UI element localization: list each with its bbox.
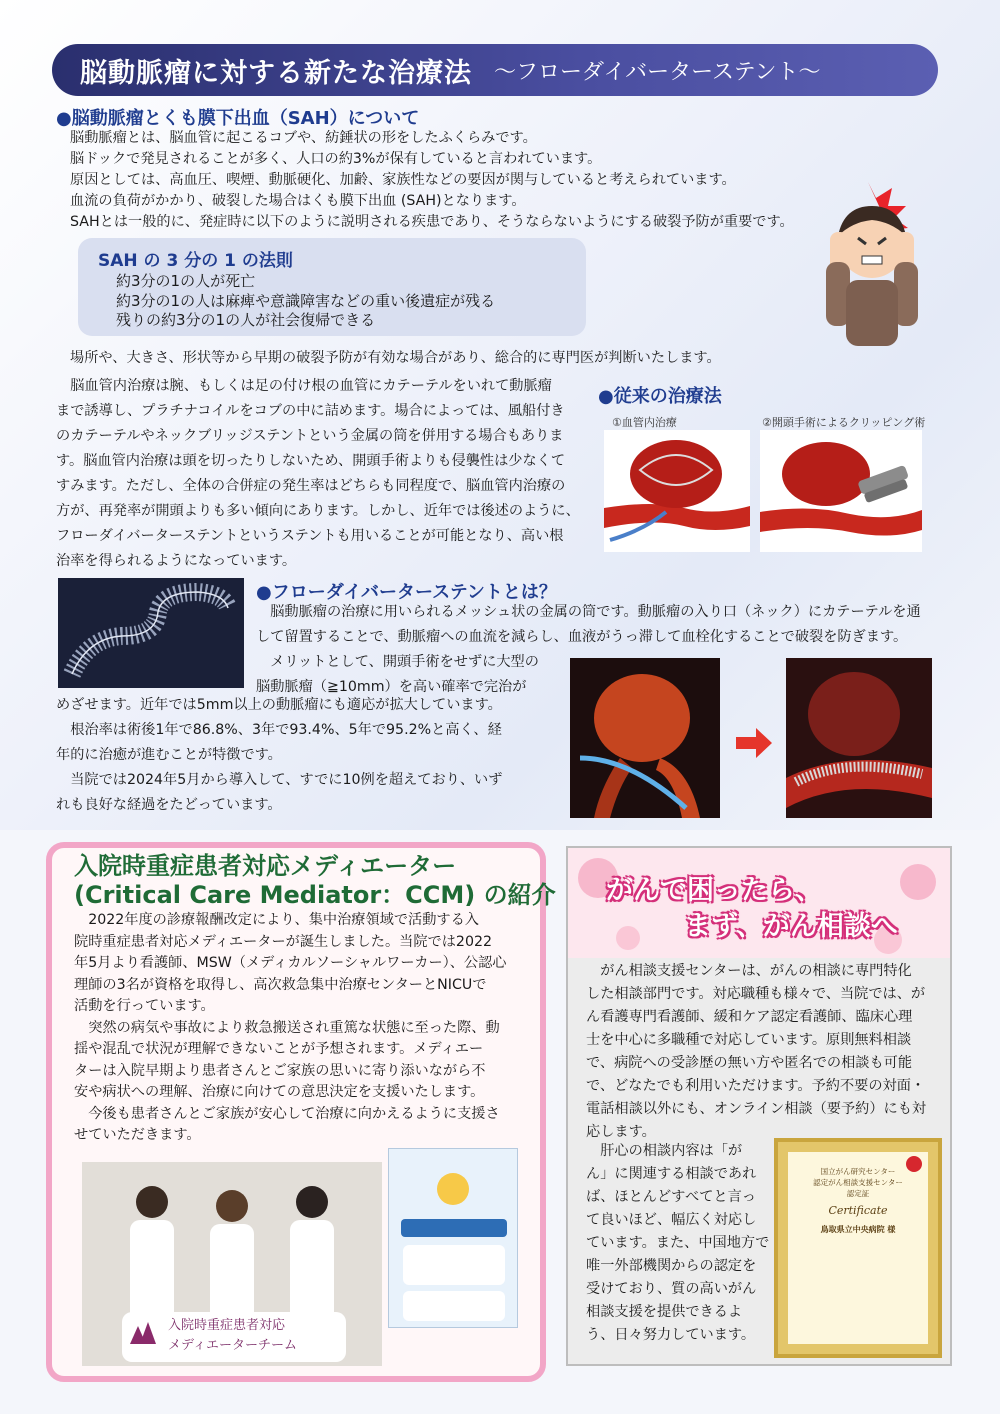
fd-text-top — [256, 600, 921, 650]
cancer-line: 応します。 — [586, 1124, 656, 1140]
title-banner — [52, 44, 938, 96]
fd-text-bottom — [56, 693, 502, 818]
aneurysm-before-image — [570, 658, 720, 818]
cancer-line: 受けており、質の高いがん — [586, 1281, 757, 1297]
endo-line: 方が、再発率が開頭よりも多い傾向にあります。しかし、近年では後述のように、 — [56, 503, 580, 519]
ccm-line: ターは入院早期より患者さんとご家族の思いに寄り添いながら不 — [74, 1062, 486, 1079]
cancer-line: 電話相談以外にも、オンライン相談（要予約）にも対 — [586, 1101, 927, 1117]
cancer-header — [568, 848, 950, 958]
ccm-title-line1: 入院時重症患者対応メディエーター — [74, 852, 457, 880]
page-subtitle: 〜フローダイバーターステント〜 — [494, 59, 821, 85]
cancer-line: ん看護専門看護師、緩和ケア認定看護師、臨床心理 — [586, 1009, 913, 1025]
rule-line: 約3分の1の人は麻痺や意識障害などの重い後遺症が残る — [116, 291, 496, 310]
endo-line: 治率を得られるようになっています。 — [56, 553, 297, 569]
intro-text — [70, 128, 794, 233]
cancer-consultation-section — [566, 846, 952, 1366]
ccm-line: せていただきます。 — [74, 1127, 201, 1143]
judgement-text: 場所や、大きさ、形状等から早期の破裂予防が有効な場合があり、総合的に専門医が判断いたします。 — [70, 350, 721, 366]
ccm-team-photo — [82, 1162, 382, 1366]
rule-title: SAH の 3 分の 1 の法則 — [98, 251, 293, 271]
ccm-title — [74, 852, 556, 910]
intro-line: 脳ドックで発見されることが多く、人口の約3%が保有していると言われています。 — [70, 151, 602, 167]
fd-line: れも良好な経過をたどっています。 — [56, 797, 282, 813]
intro-line: 血流の負荷がかかり、破裂した場合はくも膜下出血 (SAH)となります。 — [70, 193, 526, 209]
certificate-image — [774, 1138, 942, 1358]
cancer-line: がん相談支援センターは、がんの相談に専門特化 — [586, 963, 912, 979]
cancer-line: ば、ほとんどすべてと言っ — [586, 1189, 756, 1205]
cancer-line: ん」に関連する相談であれ — [586, 1166, 757, 1182]
endovascular-text — [56, 374, 580, 574]
intro-line: SAHとは一般的に、発症時に以下のように説明される疾患であり、そうならないようにする破裂予防が重要です。 — [70, 214, 794, 230]
fd-line: 脳動脈瘤（≧10mm）を高い確率で完治が — [256, 679, 527, 695]
cancer-line: ています。また、中国地方で — [586, 1235, 770, 1251]
cancer-line: て良いほど、幅広く対応し — [586, 1212, 757, 1228]
ccm-line: 理師の3名が資格を取得し、高次救急集中治療センターとNICUで — [74, 976, 487, 993]
cancer-line: 唯一外部機関からの認定を — [586, 1258, 757, 1274]
cancer-text-2 — [586, 1140, 769, 1347]
endo-line: す。脳血管内治療は頭を切ったりしないため、開頭手術よりも侵襲性は少なくて — [56, 453, 566, 469]
fd-heading: ●フローダイバーターステントとは？ — [256, 582, 557, 603]
endo-line: まで誘導し、プラチナコイルをコブの中に詰めます。場合によっては、風船付き — [56, 403, 565, 419]
cancer-text — [586, 960, 926, 1144]
endo-line: 脳血管内治療は腕、もしくは足の付け根の血管にカテーテルをいれて動脈瘤 — [56, 378, 552, 394]
fd-line: メリットとして、開頭手術をせずに大型の — [256, 654, 539, 670]
cert-line3: 認定証 — [846, 1189, 870, 1198]
cancer-line: で、どなたでも利用いただけます。予約不要の対面・ — [586, 1078, 926, 1094]
cancer-line: う、日々努力しています。 — [586, 1327, 756, 1343]
fd-line: して留置することで、動脈瘤への血流を減らし、血液がうっ滞して血栓化することで破裂を防ぎます。 — [256, 629, 908, 645]
caption-endovascular: ①血管内治療 — [612, 416, 677, 429]
headache-illustration — [808, 176, 938, 346]
endo-line: のカテーテルやネックブリッジステントという金属の筒を併用する場合もありま — [56, 428, 564, 444]
cert-hospital: 鳥取県立中央病院 様 — [820, 1225, 896, 1234]
certificate-paper — [788, 1152, 928, 1344]
ccm-line: 院時重症患者対応メディエーターが誕生しました。当院では2022 — [74, 933, 493, 950]
fd-line: 脳動脈瘤の治療に用いられるメッシュ状の金属の筒です。動脈瘤の入り口（ネック）にカテーテルを通 — [256, 604, 921, 620]
page-title: 脳動脈瘤に対する新たな治療法 — [80, 57, 472, 89]
cert-line2: 認定がん相談支援センター — [813, 1178, 903, 1187]
intro-line: 脳動脈瘤とは、脳血管に起こるコブや、紡錘状の形をしたふくらみです。 — [70, 130, 537, 146]
sah-rule-box — [78, 238, 586, 336]
fd-line: 根治率は術後1年で86.8%、3年で93.4%、5年で95.2%と高く、経 — [56, 722, 502, 738]
ccm-line: 揺や混乱で状況が理解できないことが予想されます。メディエー — [74, 1041, 484, 1057]
conventional-heading: ●従来の治療法 — [598, 386, 722, 407]
clipping-illustration — [760, 430, 922, 552]
ccm-line: 安や病状への理解、治療に向けての意思決定を支援いたします。 — [74, 1084, 485, 1100]
ccm-leaflet-image — [388, 1148, 518, 1328]
cancer-line: 相談支援を提供できるよ — [586, 1304, 743, 1320]
intro-heading: ●脳動脈瘤とくも膜下出血（SAH）について — [56, 108, 420, 129]
cancer-line: で、病院への受診歴の無い方や匿名での相談も可能 — [586, 1055, 913, 1071]
ccm-line: 年5月より看護師、MSW（メディカルソーシャルワーカー）、公認心 — [74, 955, 507, 971]
rule-line: 残りの約3分の1の人が社会復帰できる — [116, 311, 376, 329]
fd-line: めざせます。近年では5mm以上の動脈瘤にも適応が拡大しています。 — [56, 697, 502, 713]
coil-illustration — [604, 430, 750, 552]
cancer-title-line2: まず、がん相談へ — [684, 911, 898, 942]
intro-line: 原因としては、高血圧、喫煙、動脈硬化、加齢、家族性などの要因が関与していると考えられています。 — [70, 172, 736, 188]
team-logo-icon — [130, 1322, 162, 1344]
endo-line: フローダイバーターステントというステントも用いることが可能となり、高い根 — [56, 528, 564, 544]
ccm-line: 今後も患者さんとご家族が安心して治療に向かえるように支援さ — [74, 1105, 500, 1122]
cert-script: Certificate — [828, 1204, 888, 1217]
team-label-line1: 入院時重症患者対応 — [168, 1318, 286, 1333]
ccm-text — [74, 910, 506, 1147]
cert-line1: 国立がん研究センター — [820, 1167, 896, 1176]
stent-mesh-image — [58, 578, 244, 688]
ccm-line: 活動を行っています。 — [74, 998, 215, 1014]
cancer-title-line1: がんで困ったら、 — [606, 875, 822, 906]
cancer-line: 士を中心に多職種で対応しています。原則無料相談 — [586, 1032, 912, 1048]
rule-line: 約3分の1の人が死亡 — [116, 272, 256, 290]
arrow-right-icon — [736, 728, 772, 758]
cancer-line: した相談部門です。対応職種も様々で、当院では、が — [586, 986, 926, 1002]
team-label-line2: メディエーターチーム — [168, 1338, 297, 1353]
aneurysm-after-image — [786, 658, 932, 818]
seal-icon — [906, 1156, 922, 1172]
fd-line: 当院では2024年5月から導入して、すでに10例を超えており、いず — [56, 772, 503, 788]
team-label-card — [122, 1312, 346, 1362]
ccm-title-line2: (Critical Care Mediator：CCM) の紹介 — [74, 881, 556, 909]
ccm-line: 突然の病気や事故により救急搬送され重篤な状態に至った際、動 — [74, 1019, 500, 1036]
caption-clipping: ②開頭手術によるクリッピング術 — [762, 416, 926, 429]
ccm-line: 2022年度の診療報酬改定により、集中治療領域で活動する入 — [74, 912, 479, 928]
fd-line: 年的に治癒が進むことが特徴です。 — [56, 747, 282, 763]
ccm-section — [46, 842, 556, 1382]
cancer-line: 肝心の相談内容は「が — [586, 1143, 743, 1159]
endo-line: すみます。ただし、全体の合併症の発生率はどちらも同程度で、脳血管内治療の — [56, 478, 566, 494]
